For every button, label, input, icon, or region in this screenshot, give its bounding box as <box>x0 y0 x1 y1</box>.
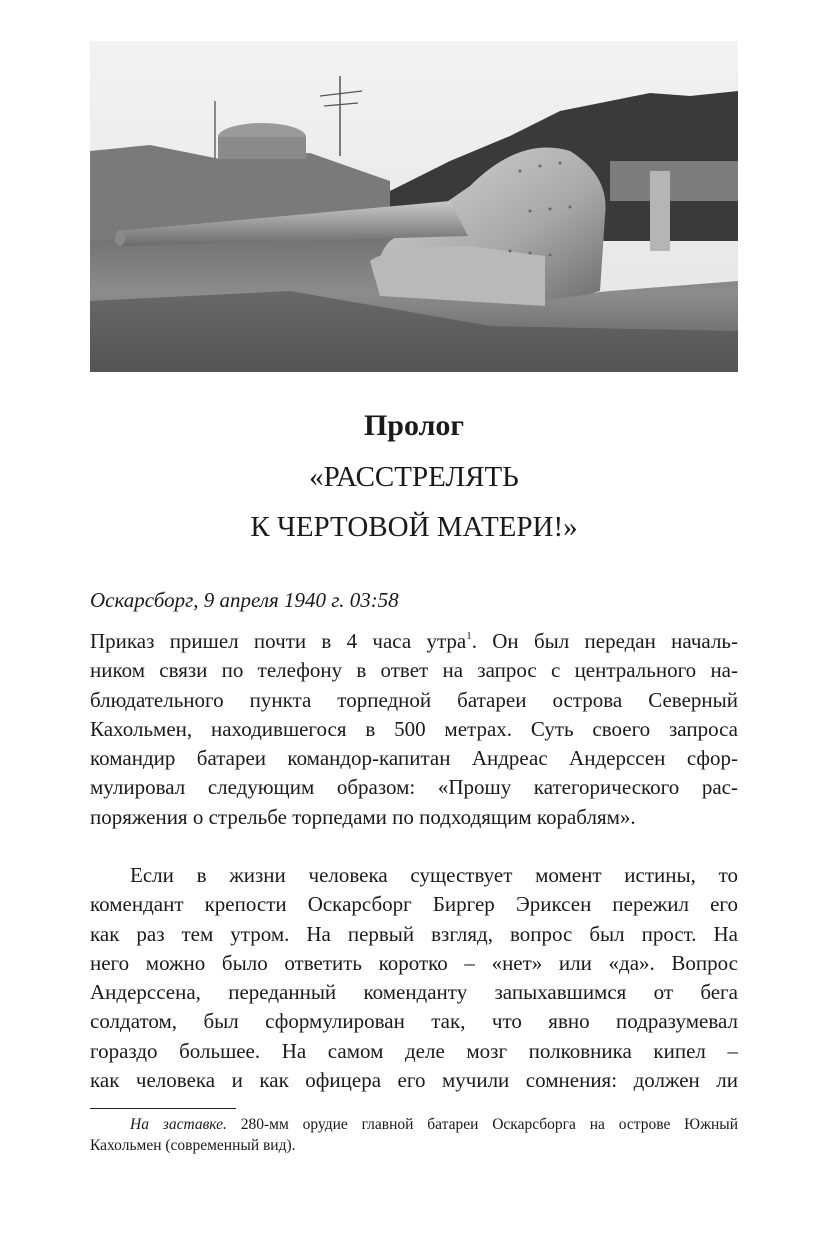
chapter-title <box>90 452 738 552</box>
cover-photo <box>90 41 738 372</box>
footnote-label: На заставке. <box>130 1116 227 1133</box>
footnote-divider <box>90 1108 236 1109</box>
paragraph-line: поряжения о стрельбе торпедами по подходящим кораблям». <box>90 804 636 829</box>
paragraph-line: как раз тем утром. На первый взгляд, вопрос был прост. На <box>90 921 738 946</box>
paragraph-2 <box>90 861 738 1095</box>
paragraph-line: Если в жизни человека существует момент истины, то <box>130 863 738 887</box>
paragraph-line: мулировал следующим образом: «Прошу категорического рас- <box>90 775 738 800</box>
paragraph-line: комендант крепости Оскарсборг Биргер Эриксен пережил его <box>90 892 738 917</box>
paragraph-line: него можно было ответить коротко – «нет» или «да». Вопрос <box>90 950 738 975</box>
paragraph-line: солдатом, был сформулирован так, что явно подразумевал <box>90 1009 738 1034</box>
footnote <box>90 1114 738 1156</box>
paragraph-line: блюдательного пункта торпедной батареи острова Северный <box>90 687 738 712</box>
chapter-title-line-1: «РАССТРЕЛЯТЬ <box>309 461 519 493</box>
footnote-line: Кахольмен (современный вид). <box>90 1137 296 1154</box>
chapter-title-line-2: К ЧЕРТОВОЙ МАТЕРИ!» <box>250 511 578 543</box>
paragraph-line: Кахольмен, находившегося в 500 метрах. Суть своего запроса <box>90 716 738 741</box>
paragraph-line: гораздо большее. На самом деле мозг полковника кипел – <box>90 1038 738 1063</box>
paragraph-line: Приказ пришел почти в 4 часа утра$^1$. Он был передан началь- <box>90 629 738 653</box>
dateline: Оскарсборг, 9 апреля 1940 г. 03:58 <box>90 588 399 612</box>
footnote-mark: 1 <box>466 630 472 642</box>
chapter-label: Пролог <box>363 409 465 442</box>
paragraph-line: ником связи по телефону в ответ на запрос с центрального на- <box>90 658 738 683</box>
paragraph-line: как человека и как офицера его мучили сомнения: должен ли <box>90 1068 738 1093</box>
paragraph-1 <box>90 627 738 832</box>
cannon-illustration <box>90 41 738 372</box>
footnote-line: На заставке. 280-мм орудие главной батареи Оскарсборга на острове Южный <box>130 1116 738 1133</box>
paragraph-line: командир батареи командор-капитан Андреас Андерссен сфор- <box>90 746 738 771</box>
paragraph-line: Андерссена, переданный коменданту запыхавшимся от бега <box>90 980 738 1005</box>
